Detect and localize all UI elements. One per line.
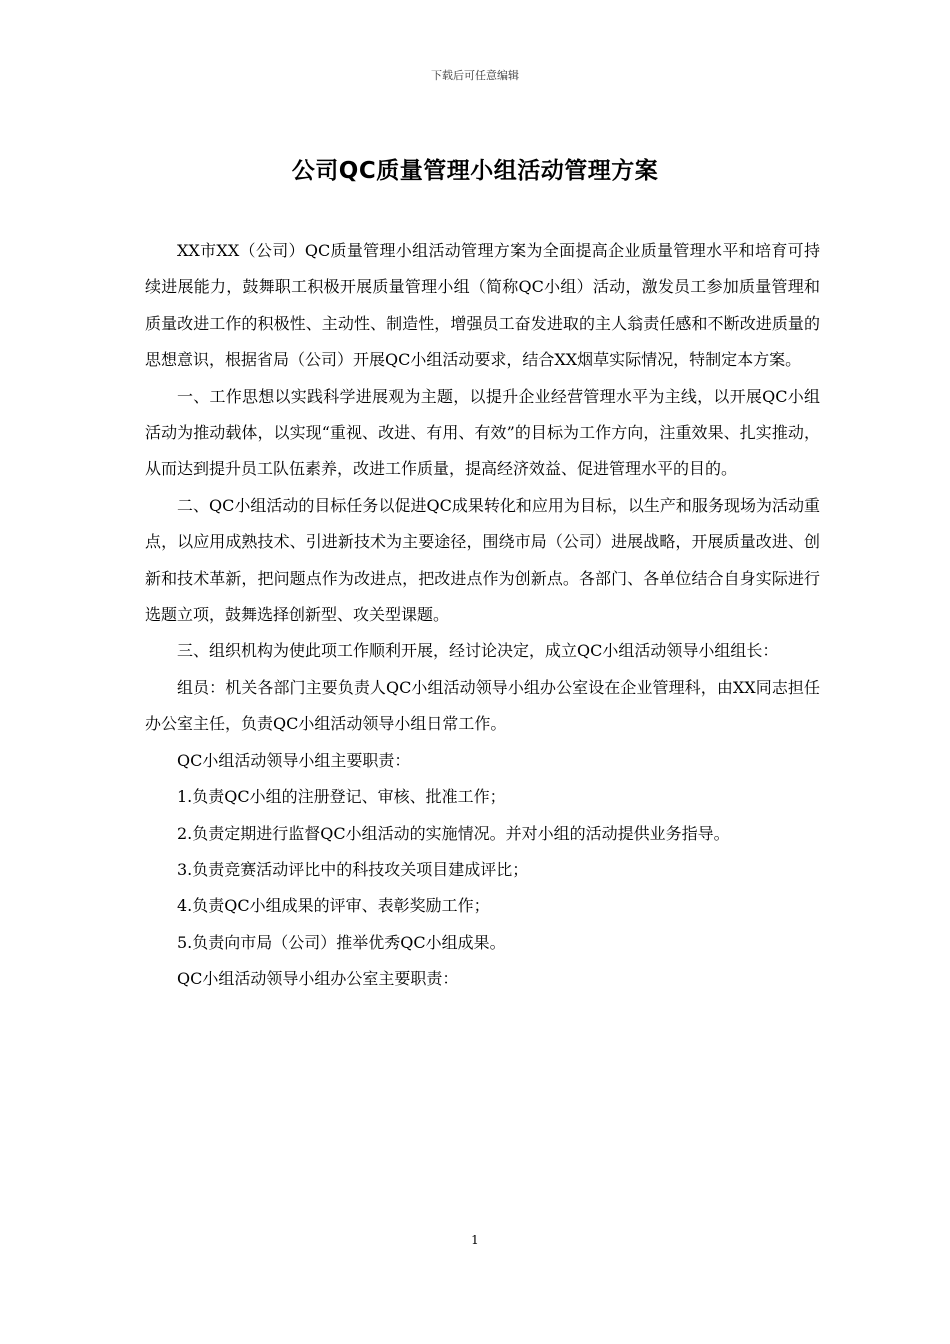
paragraph-intro: XX市XX（公司）QC质量管理小组活动管理方案为全面提高企业质量管理水平和培育可持续进展能力，鼓舞职工积极开展质量管理小组（简称QC小组）活动，激发员工参加质量管理和质量改进工作的积极性、主动性、制造性，增强员工奋发进取的主人翁责任感和不断改进质量的思想意识，根据省局（公司）开展QC小组活动要求，结合XX烟草实际情况，特制定本方案。: [145, 241, 820, 370]
page-number: 1: [471, 1233, 479, 1247]
paragraph-members: 组员：机关各部门主要负责人QC小组活动领导小组办公室设在企业管理科，由XX同志担任办公室主任，负责QC小组活动领导小组日常工作。: [145, 677, 820, 734]
document-body: [145, 233, 820, 998]
list-item-duty-2: 2.负责定期进行监督QC小组活动的实施情况。并对小组的活动提供业务指导。: [177, 823, 730, 843]
download-note: 下载后可任意编辑: [431, 69, 519, 82]
paragraph-organization: 三、组织机构为使此项工作顺利开展，经讨论决定，成立QC小组活动领导小组组长：: [177, 641, 779, 661]
document-title: 公司QC质量管理小组活动管理方案: [291, 158, 659, 184]
paragraph-guiding-thought: 一、工作思想以实践科学进展观为主题，以提升企业经营管理水平为主线，以开展QC小组活动为推动载体，以实现“重视、改进、有用、有效”的目标为工作方向，注重效果、扎实推动，从而达到提升员工队伍素养，改进工作质量，提高经济效益、促进管理水平的目的。: [145, 386, 820, 479]
paragraph-duties-heading: QC小组活动领导小组主要职责：: [177, 750, 411, 770]
list-item-duty-3: 3.负责竞赛活动评比中的科技攻关项目建成评比；: [177, 859, 529, 879]
paragraph-office-duties-heading: QC小组活动领导小组办公室主要职责：: [177, 969, 459, 989]
paragraph-goals: 二、QC小组活动的目标任务以促进QC成果转化和应用为目标，以生产和服务现场为活动重点，以应用成熟技术、引进新技术为主要途径，围绕市局（公司）进展战略，开展质量改进、创新和技术革新，把问题点作为改进点，把改进点作为创新点。各部门、各单位结合自身实际进行选题立项，鼓舞选择创新型、攻关型课题。: [145, 495, 820, 625]
list-item-duty-1: 1.负责QC小组的注册登记、审核、批准工作；: [177, 787, 506, 807]
list-item-duty-5: 5.负责向市局（公司）推举优秀QC小组成果。: [177, 932, 506, 952]
list-item-duty-4: 4.负责QC小组成果的评审、表彰奖励工作；: [177, 896, 490, 916]
